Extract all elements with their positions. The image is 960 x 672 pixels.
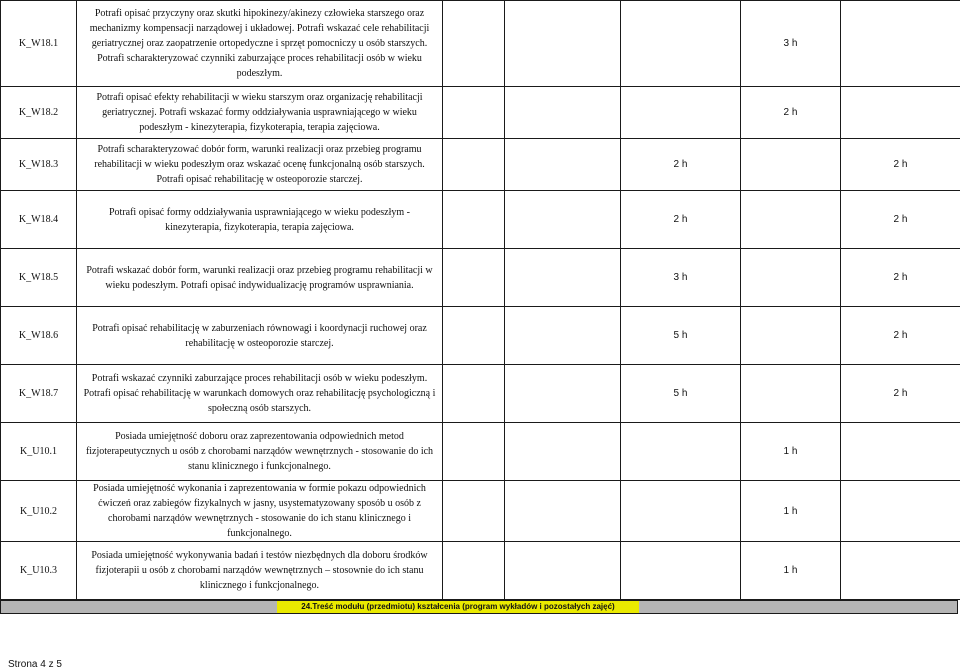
outcome-row — [1, 1, 960, 87]
hours-value-secondary — [841, 87, 960, 139]
empty-cell — [505, 191, 621, 249]
empty-cell — [443, 481, 505, 542]
empty-cell — [443, 249, 505, 307]
empty-cell — [443, 365, 505, 423]
hours-value: 3 h — [621, 249, 741, 307]
outcome-description-line: podeszłym. — [236, 68, 283, 79]
empty-cell — [505, 542, 621, 600]
outcome-description-line: ćwiczeń oraz zabiegów fizykalnych w jasny, usystematyzowany sposób u osób z — [98, 498, 421, 509]
empty-cell — [505, 139, 621, 191]
outcome-code: K_W18.3 — [1, 139, 77, 191]
empty-cell — [505, 365, 621, 423]
outcome-code: K_W18.5 — [1, 249, 77, 307]
outcome-description — [77, 1, 443, 87]
outcome-description — [77, 423, 443, 481]
outcome-description-line: Potrafi wskazać czynniki zaburzające proces rehabilitacji osób w wieku podeszłym. — [91, 373, 428, 384]
hours-value: 2 h — [621, 191, 741, 249]
empty-cell — [505, 1, 621, 87]
outcome-row — [1, 542, 960, 600]
outcome-row — [1, 365, 960, 423]
outcome-code: K_W18.6 — [1, 307, 77, 365]
outcome-description-line: mechanizmy kompensacji narządowej i układowej. Potrafi wskazać cele rehabilitacji — [89, 23, 430, 34]
empty-cell — [741, 365, 841, 423]
outcome-description — [77, 139, 443, 191]
empty-cell — [621, 87, 741, 139]
empty-cell — [621, 423, 741, 481]
outcome-description-line: Potrafi scharakteryzować czynniki zaburzające proces rehabilitacji osób w wieku — [97, 53, 422, 64]
outcome-description — [77, 481, 443, 542]
outcome-code: K_U10.3 — [1, 542, 77, 600]
outcome-description — [77, 249, 443, 307]
outcome-description — [77, 542, 443, 600]
page-number: Strona 4 z 5 — [8, 659, 62, 670]
hours-value: 1 h — [741, 542, 841, 600]
hours-value: 5 h — [621, 365, 741, 423]
hours-value-secondary — [841, 542, 960, 600]
outcome-description-line: Potrafi opisać rehabilitację w osteoporozie starczej. — [156, 174, 363, 185]
outcome-description-line: Potrafi opisać rehabilitację w zaburzeniach równowagi i koordynacji ruchowej oraz — [92, 322, 427, 334]
outcome-description-line: wieku podeszłym. Potrafi opisać indywidualizację programów usprawniania. — [105, 279, 414, 291]
empty-cell — [741, 307, 841, 365]
outcome-description-line: podeszłym - kinezyterapia, fizykoterapia, terapia zajęciowa. — [139, 122, 380, 133]
hours-value-secondary — [841, 481, 960, 542]
hours-value-secondary: 2 h — [841, 307, 960, 365]
outcome-description-line: geriatrycznej oraz zaopatrzenie ortopedyczne i sprzęt pomocniczy u osób starszych. — [91, 38, 428, 49]
outcome-row — [1, 139, 960, 191]
outcome-description-line: Posiada umiejętność wykonywania badań i testów niezbędnych dla doboru środków — [91, 550, 428, 561]
outcome-code: K_U10.1 — [1, 423, 77, 481]
outcome-description-line: funkcjonalnego. — [227, 528, 292, 539]
hours-value-secondary: 2 h — [841, 139, 960, 191]
outcome-description-line: Potrafi opisać formy oddziaływania usprawniającego w wieku podeszłym - — [108, 206, 411, 218]
empty-cell — [443, 307, 505, 365]
empty-cell — [443, 139, 505, 191]
hours-value: 5 h — [621, 307, 741, 365]
outcome-code: K_W18.4 — [1, 191, 77, 249]
hours-value-secondary: 2 h — [841, 191, 960, 249]
outcome-row — [1, 191, 960, 249]
outcome-row — [1, 481, 960, 542]
section-heading-bar — [0, 600, 958, 614]
outcome-description-line: fizjoterapeutycznych u osób z chorobami narządów wewnętrznych - stosowanie do ich — [85, 446, 434, 457]
hours-value-secondary — [841, 423, 960, 481]
outcome-code: K_U10.2 — [1, 481, 77, 542]
empty-cell — [741, 139, 841, 191]
empty-cell — [505, 249, 621, 307]
empty-cell — [505, 87, 621, 139]
outcome-description-line: Posiada umiejętność wykonania i zaprezentowania w formie pokazu odpowiednich — [93, 483, 426, 494]
empty-cell — [621, 1, 741, 87]
outcome-row — [1, 423, 960, 481]
hours-value-secondary: 2 h — [841, 365, 960, 423]
hours-value-secondary: 2 h — [841, 249, 960, 307]
section-heading: 24.Treść modułu (przedmiotu) kształcenia (program wykładów i pozostałych zajęć) — [277, 601, 639, 613]
empty-cell — [741, 249, 841, 307]
empty-cell — [443, 1, 505, 87]
outcome-description-line: Potrafi opisać efekty rehabilitacji w wieku starszym oraz organizację rehabilitacji — [96, 92, 423, 103]
outcome-description-line: Potrafi wskazać dobór form, warunki realizacji oraz przebieg programu rehabilitacji w — [86, 264, 433, 276]
empty-cell — [443, 191, 505, 249]
outcome-code: K_W18.7 — [1, 365, 77, 423]
outcome-row — [1, 307, 960, 365]
empty-cell — [443, 87, 505, 139]
empty-cell — [505, 423, 621, 481]
outcome-description — [77, 87, 443, 139]
empty-cell — [505, 481, 621, 542]
outcome-description-line: rehabilitację w osteoporozie starczej. — [185, 337, 334, 349]
empty-cell — [741, 191, 841, 249]
hours-value: 2 h — [621, 139, 741, 191]
empty-cell — [505, 307, 621, 365]
outcome-description-line: klinicznego i funkcjonalnego. — [199, 580, 320, 591]
empty-cell — [621, 542, 741, 600]
outcome-description-line: Potrafi opisać przyczyny oraz skutki hipokinezy/akinezy człowieka starszego oraz — [94, 8, 425, 19]
outcome-description-line: Posiada umiejętność doboru oraz zaprezentowania odpowiednich metod — [115, 431, 404, 442]
outcome-description-line: Potrafi scharakteryzować dobór form, warunki realizacji oraz przebieg programu — [97, 144, 422, 155]
outcome-description — [77, 365, 443, 423]
hours-value: 1 h — [741, 423, 841, 481]
hours-value: 2 h — [741, 87, 841, 139]
outcome-description-line: rehabilitacji w wieku podeszłym oraz wskazać ocenę funkcjonalną osób starszych. — [94, 159, 425, 170]
outcome-description — [77, 307, 443, 365]
outcome-description-line: fizjoterapii u osób z chorobami narządów wewnętrznych – stosownie do ich stanu — [95, 565, 424, 576]
empty-cell — [443, 542, 505, 600]
hours-value: 1 h — [741, 481, 841, 542]
empty-cell — [621, 481, 741, 542]
hours-value-secondary — [841, 1, 960, 87]
outcome-description-line: geriatrycznej. Potrafi wskazać formy oddziaływania usprawniającego w wieku — [102, 107, 417, 118]
outcomes-body — [1, 1, 960, 600]
outcome-description-line: stanu klinicznego i funkcjonalnego. — [188, 461, 331, 472]
outcome-code: K_W18.1 — [1, 1, 77, 87]
hours-value: 3 h — [741, 1, 841, 87]
outcome-row — [1, 249, 960, 307]
empty-cell — [443, 423, 505, 481]
outcome-description-line: kinezyterapia, fizykoterapia, terapia zajęciowa. — [165, 221, 354, 233]
outcome-row — [1, 87, 960, 139]
outcome-code: K_W18.2 — [1, 87, 77, 139]
outcome-description-line: chorobami narządów wewnętrznych - stosowanie do ich stanu klinicznego i — [108, 513, 411, 524]
outcome-description — [77, 191, 443, 249]
outcome-description-line: społeczną osób starszych. — [207, 403, 312, 414]
outcome-description-line: Potrafi opisać rehabilitację w warunkach domowych oraz rehabilitację psychologiczną i — [83, 388, 436, 399]
